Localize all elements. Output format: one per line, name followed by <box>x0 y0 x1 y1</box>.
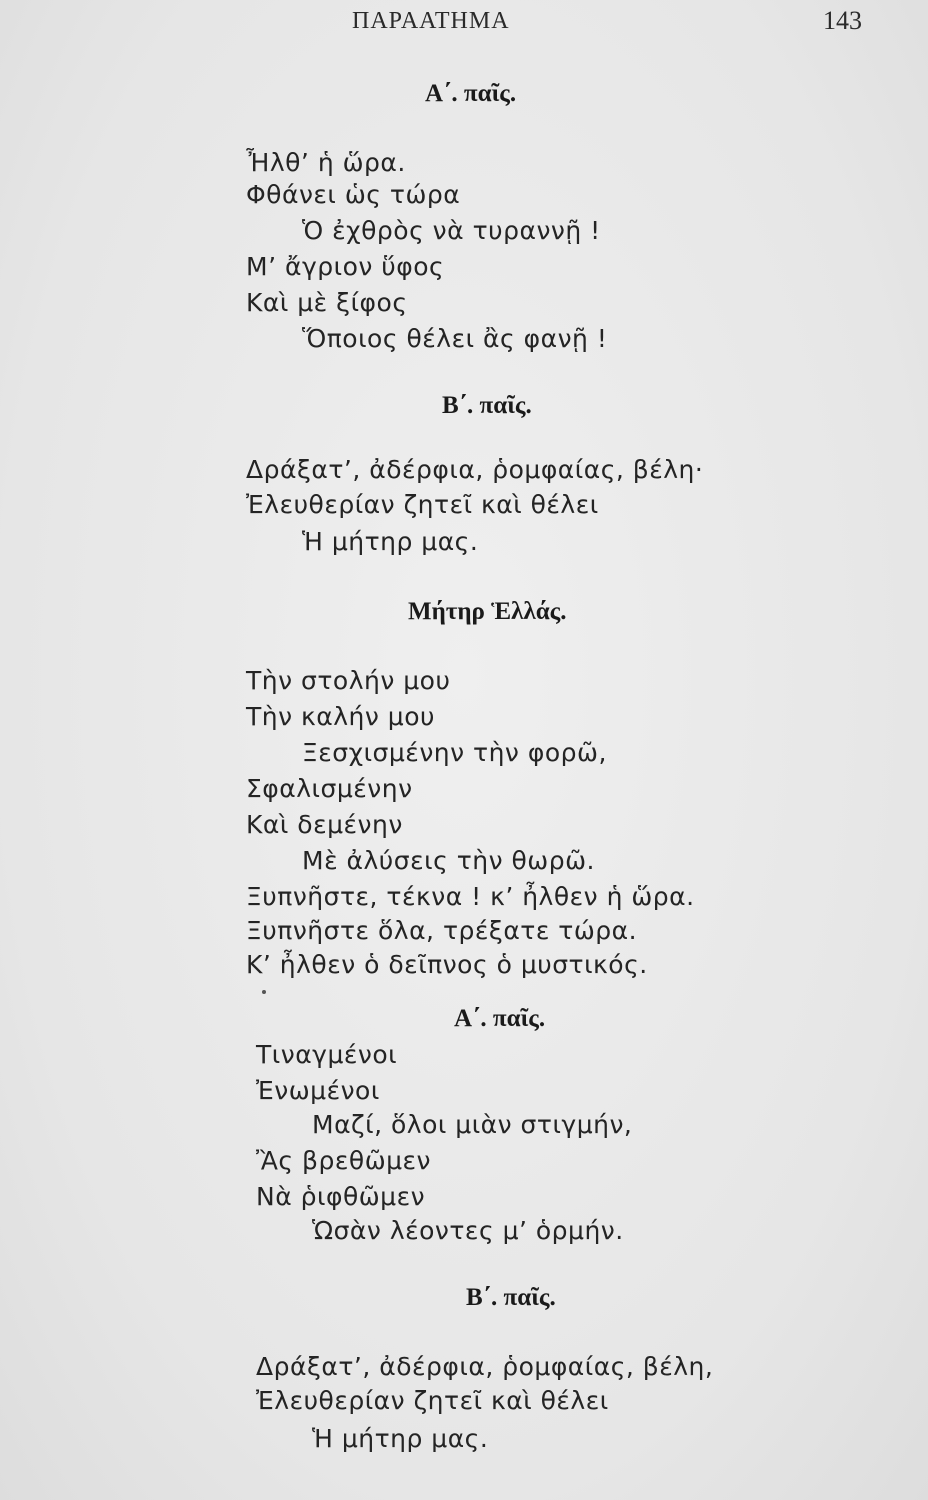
verse-line: Ἂς βρεθῶμεν <box>256 1146 432 1175</box>
page-number: 143 <box>823 6 862 35</box>
verse-line: Ὅποιος θέλει ἂς φανῇ ! <box>302 324 608 353</box>
verse-line: Ὡσὰν λέοντες μ’ ὁρμήν. <box>312 1216 624 1245</box>
verse-line: Μ’ ἄγριον ὕφος <box>246 252 445 281</box>
verse-line: Ἐνωμένοι <box>256 1076 380 1105</box>
ink-speck <box>262 990 266 994</box>
verse-line: Ἐλευθερίαν ζητεῖ καὶ θέλει <box>246 490 599 519</box>
speaker-heading: Β΄. παῖς. <box>466 1284 556 1311</box>
verse-line: Τὴν στολήν μου <box>246 666 451 695</box>
verse-line: Ἐλευθερίαν ζητεῖ καὶ θέλει <box>256 1386 609 1415</box>
verse-line: Καὶ μὲ ξίφος <box>246 288 408 317</box>
verse-line: Κ’ ἦλθεν ὁ δεῖπνος ὁ μυστικός. <box>246 950 648 979</box>
verse-line: Ἡ μήτηρ μας. <box>312 1424 489 1453</box>
verse-line: Τιναγμένοι <box>256 1040 398 1069</box>
verse-line: Μαζί, ὅλοι μιὰν στιγμήν, <box>312 1110 633 1139</box>
speaker-heading: Α΄. παῖς. <box>425 80 517 107</box>
verse-line: Δράξατ’, ἀδέρφια, ῥομφαίας, βέλη, <box>256 1352 714 1381</box>
verse-line: Ξυπνῆστε, τέκνα ! κ’ ἦλθεν ἡ ὥρα. <box>246 882 695 911</box>
verse-line: Νὰ ῥιφθῶμεν <box>256 1182 426 1211</box>
verse-line: Φθάνει ὡς τώρα <box>246 180 461 209</box>
speaker-heading: Μήτηρ Ἑλλάς. <box>408 598 567 625</box>
verse-line: Τὴν καλήν μου <box>246 702 435 731</box>
speaker-heading: Α΄. παῖς. <box>454 1005 546 1032</box>
verse-line: Ὁ ἐχθρὸς νὰ τυραννῇ ! <box>302 216 601 245</box>
verse-line: Μὲ ἀλύσεις τὴν θωρῶ. <box>302 846 595 875</box>
verse-line: Καὶ δεμένην <box>246 810 403 839</box>
verse-line: Ἡ μήτηρ μας. <box>302 527 479 556</box>
verse-line: Ἦλθ’ ἡ ὥρα. <box>246 148 406 177</box>
verse-line: Ξεσχισμένην τὴν φορῶ, <box>302 738 607 767</box>
verse-line: Δράξατ’, ἀδέρφια, ῥομφαίας, βέλη· <box>246 455 704 484</box>
running-title: ΠΑΡΑΑΤΗΜΑ <box>352 8 510 34</box>
verse-line: Σφαλισμένην <box>246 774 413 803</box>
verse-line: Ξυπνῆστε ὅλα, τρέξατε τώρα. <box>246 916 638 945</box>
speaker-heading: Β΄. παῖς. <box>442 392 532 419</box>
